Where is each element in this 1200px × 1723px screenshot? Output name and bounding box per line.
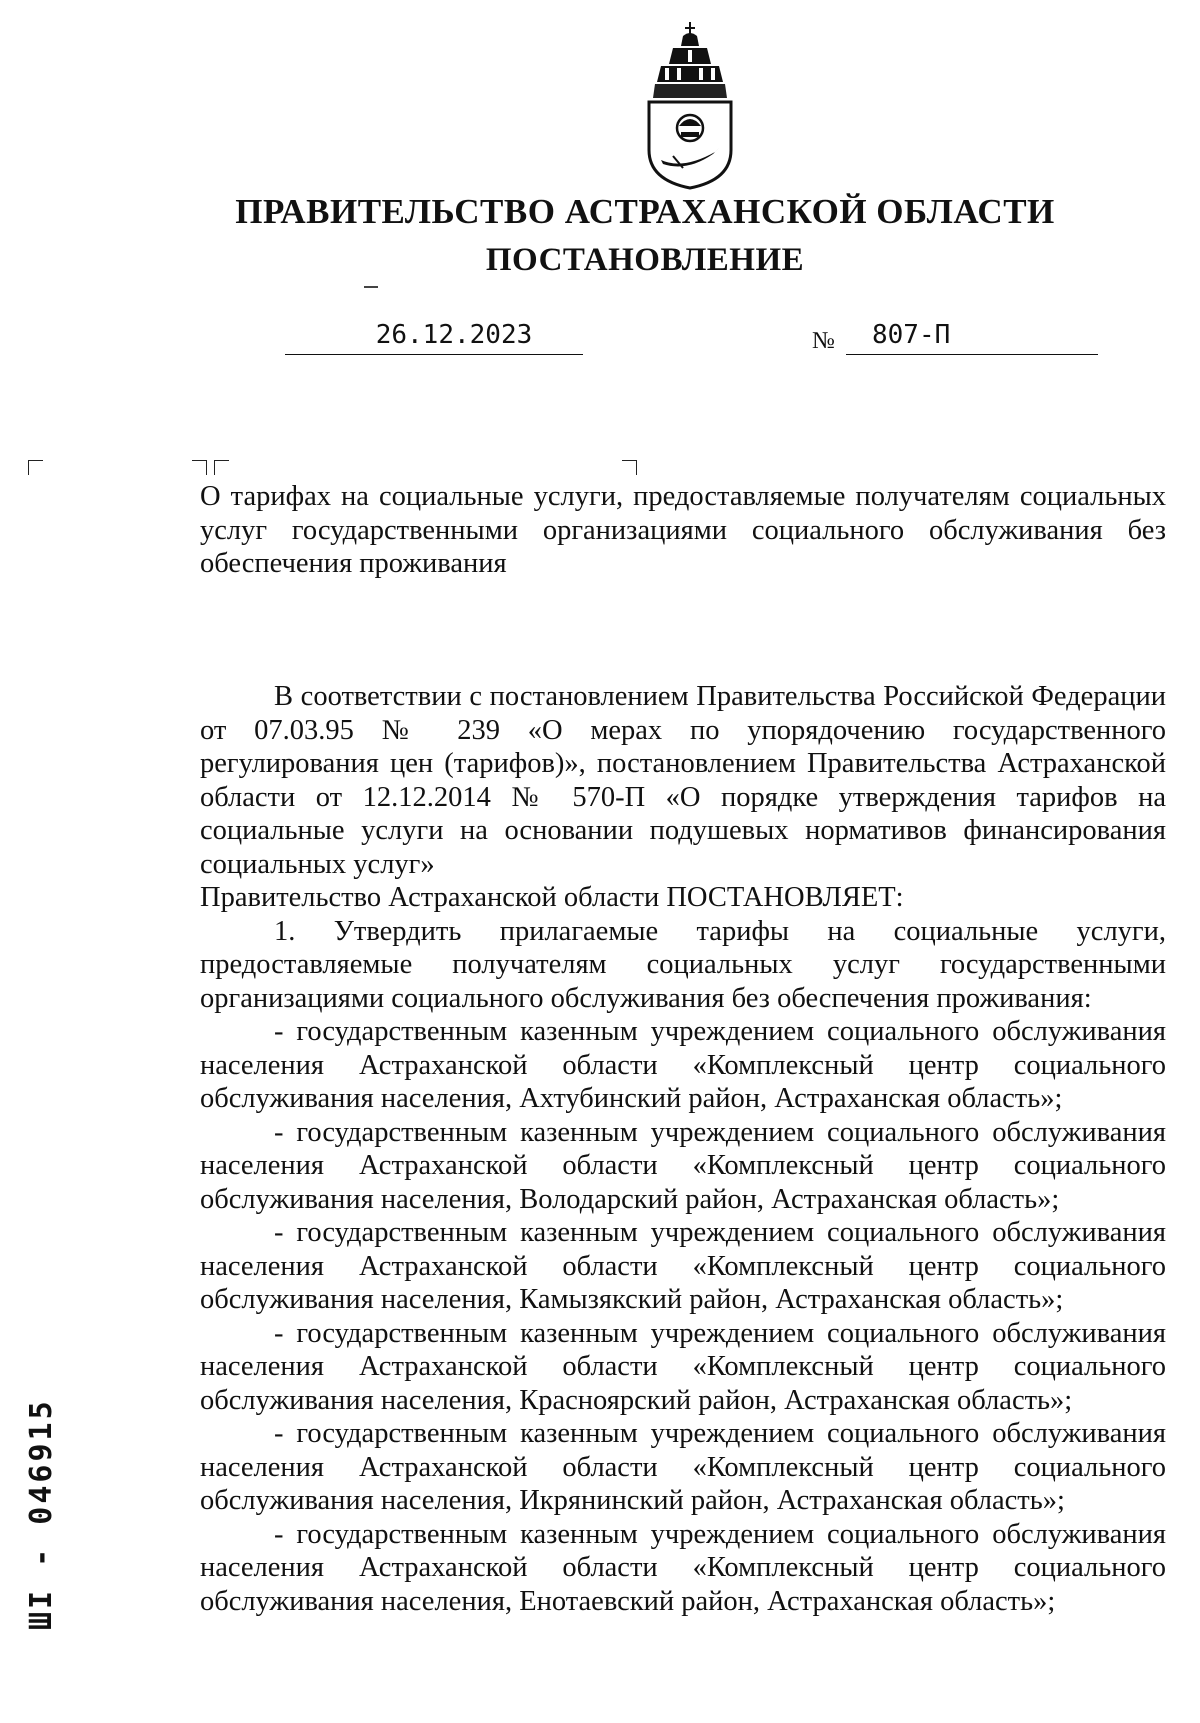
- corner-mark: [622, 460, 637, 475]
- document-type: ПОСТАНОВЛЕНИЕ: [485, 242, 805, 278]
- list-item: - государственным казенным учреждением социального обслуживания населения Астраханской области «Комплексный центр социального обслуживания населения, Икрянинский район, Астраханская область»;: [200, 1418, 1166, 1516]
- list-item: - государственным казенным учреждением социального обслуживания населения Астраханской области «Комплексный центр социального обслуживания населения, Володарский район, Астраханская область»;: [200, 1116, 1166, 1215]
- document-number: 807-П: [846, 320, 1098, 355]
- corner-mark: [214, 460, 229, 475]
- document-body: [200, 680, 1166, 1618]
- list-item: - государственным казенным учреждением социального обслуживания населения Астраханской области «Комплексный центр социального обслуживания населения, Ахтубинский район, Астраханская область»;: [200, 1016, 1166, 1114]
- list-item: - государственным казенным учреждением социального обслуживания населения Астраханской области «Комплексный центр социального обслуживания населения, Камызякский район, Астраханская область»;: [200, 1217, 1166, 1315]
- corner-mark: [28, 460, 43, 475]
- list-item: - государственным казенным учреждением социального обслуживания населения Астраханской области «Комплексный центр социального обслуживания населения, Енотаевский район, Астраханская область»;: [200, 1518, 1166, 1617]
- number-sign: №: [812, 328, 835, 354]
- government-title: ПРАВИТЕЛЬСТВО АСТРАХАНСКОЙ ОБЛАСТИ: [235, 192, 1055, 231]
- list-item: - государственным казенным учреждением социального обслуживания населения Астраханской области «Комплексный центр социального обслуживания населения, Красноярский район, Астраханская область»;: [200, 1317, 1166, 1416]
- document-date: 26.12.2023: [285, 320, 583, 355]
- serial-number: ШI - 046915: [24, 1398, 59, 1630]
- institution-list: [200, 1015, 1166, 1618]
- coat-of-arms-icon: [643, 20, 737, 190]
- item-paragraph: 1. Утвердить прилагаемые тарифы на социальные услуги, предоставляемые получателям социальных услуг государственными организациями социального обслуживания без обеспечения проживания:: [200, 915, 1166, 1014]
- document-subject: О тарифах на социальные услуги, предоставляемые получателям социальных услуг государственными организациями социального обслуживания без обеспечения проживания: [200, 481, 1166, 579]
- preamble-paragraph: В соответствии с постановлением Правительства Российской Федерации от 07.03.95 № 239 «О мерах по упорядочению государственного регулирования цен (тарифов)», постановлением Правительства Астраханской области от 12.12.2014 № 570-П «О порядке утверждения тарифов на социальные услуги на основании подушевых нормативов финансирования социальных услуг»: [200, 681, 1166, 880]
- resolves-paragraph: Правительство Астраханской области ПОСТАНОВЛЯЕТ:: [200, 882, 904, 913]
- corner-mark: [192, 460, 207, 475]
- divider: [364, 286, 378, 288]
